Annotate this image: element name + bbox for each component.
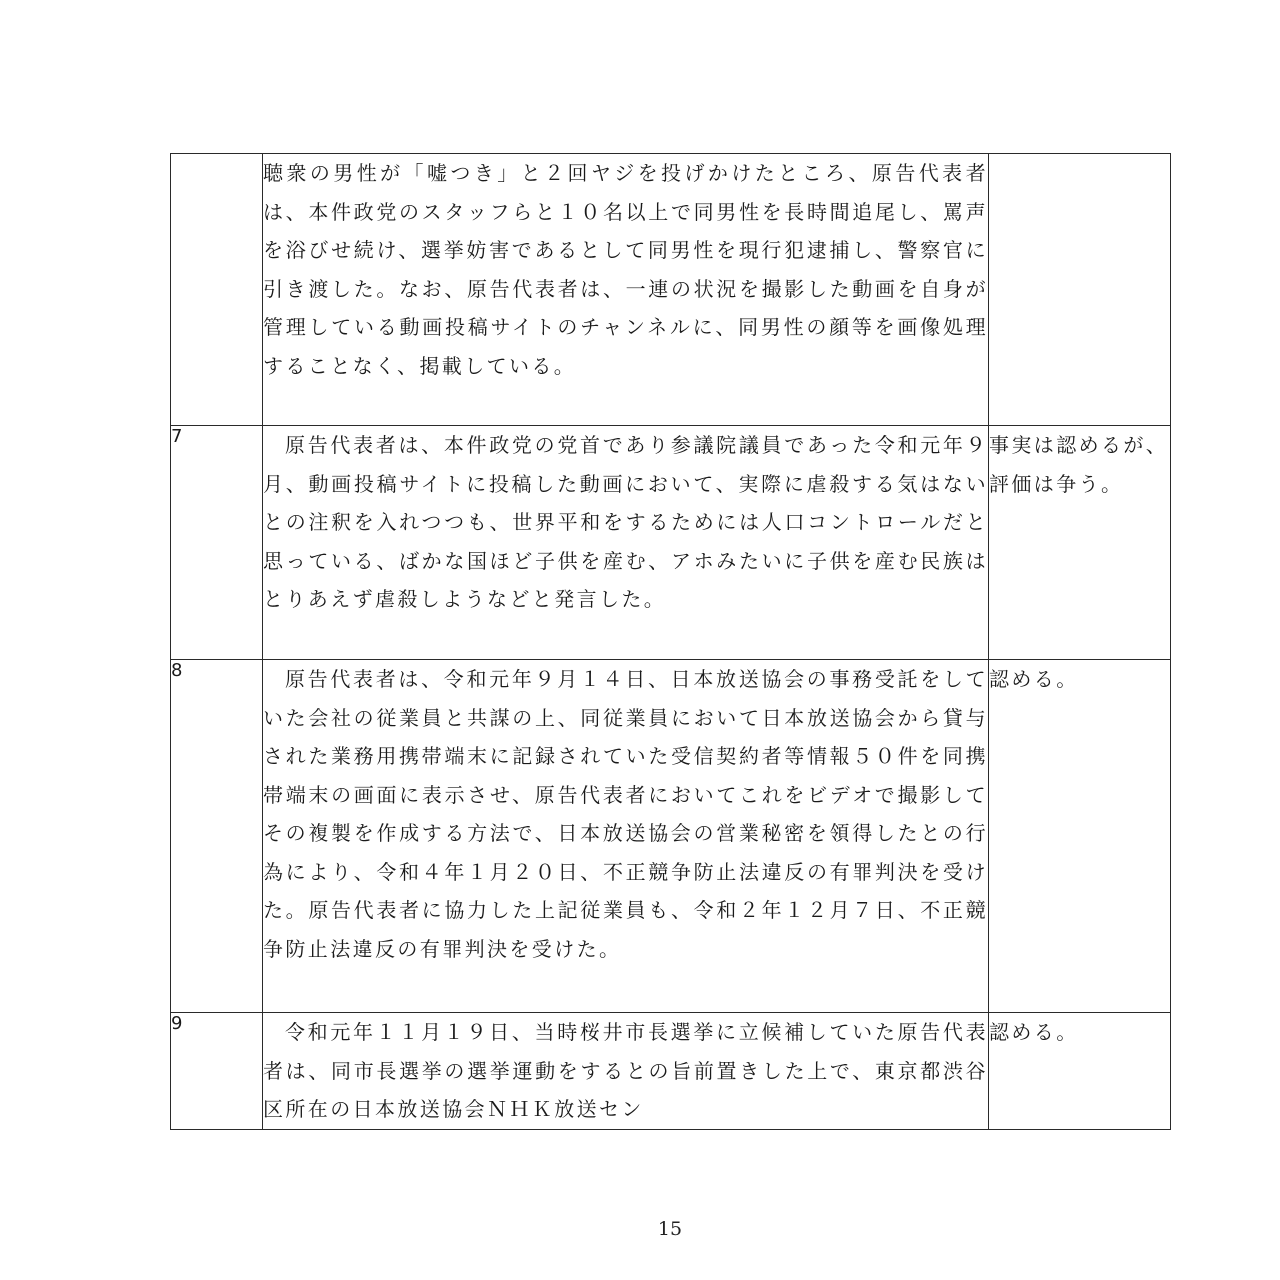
table-row (171, 660, 1171, 1013)
row-number-cell: 7 (171, 426, 263, 660)
response-cell: 認める。 (989, 1013, 1171, 1130)
response-cell (989, 154, 1171, 426)
response-cell: 認める。 (989, 660, 1171, 1013)
response-cell: 事実は認めるが、評価は争う。 (989, 426, 1171, 660)
allegation-text-cell: 令和元年１１月１９日、当時桜井市長選挙に立候補していた原告代表者は、同市長選挙の選挙運動をするとの旨前置きした上で、東京都渋谷区所在の日本放送協会ＮＨＫ放送セン (263, 1013, 989, 1130)
row-number-cell (171, 154, 263, 426)
table-row (171, 1013, 1171, 1130)
allegation-text-cell: 原告代表者は、令和元年９月１４日、日本放送協会の事務受託をしていた会社の従業員と共謀の上、同従業員において日本放送協会から貸与された業務用携帯端末に記録されていた受信契約者等情報５０件を同携帯端末の画面に表示させ、原告代表者においてこれをビデオで撮影してその複製を作成する方法で、日本放送協会の営業秘密を領得したとの行為により、令和４年１月２０日、不正競争防止法違反の有罪判決を受けた。原告代表者に協力した上記従業員も、令和２年１２月７日、不正競争防止法違反の有罪判決を受けた。 (263, 660, 989, 1013)
row-number-cell: 9 (171, 1013, 263, 1130)
claims-table (170, 153, 1171, 1130)
page-number: 15 (657, 1218, 683, 1240)
table-row (171, 154, 1171, 426)
allegation-text-cell: 聴衆の男性が「嘘つき」と２回ヤジを投げかけたところ、原告代表者は、本件政党のスタッフらと１０名以上で同男性を長時間追尾し、罵声を浴びせ続け、選挙妨害であるとして同男性を現行犯逮捕し、警察官に引き渡した。なお、原告代表者は、一連の状況を撮影した動画を自身が管理している動画投稿サイトのチャンネルに、同男性の顔等を画像処理することなく、掲載している。 (263, 154, 989, 426)
allegation-text-cell: 原告代表者は、本件政党の党首であり参議院議員であった令和元年９月、動画投稿サイトに投稿した動画において、実際に虐殺する気はないとの注釈を入れつつも、世界平和をするためには人口コントロールだと思っている、ばかな国ほど子供を産む、アホみたいに子供を産む民族はとりあえず虐殺しようなどと発言した。 (263, 426, 989, 660)
row-number-cell: 8 (171, 660, 263, 1013)
table-row (171, 426, 1171, 660)
